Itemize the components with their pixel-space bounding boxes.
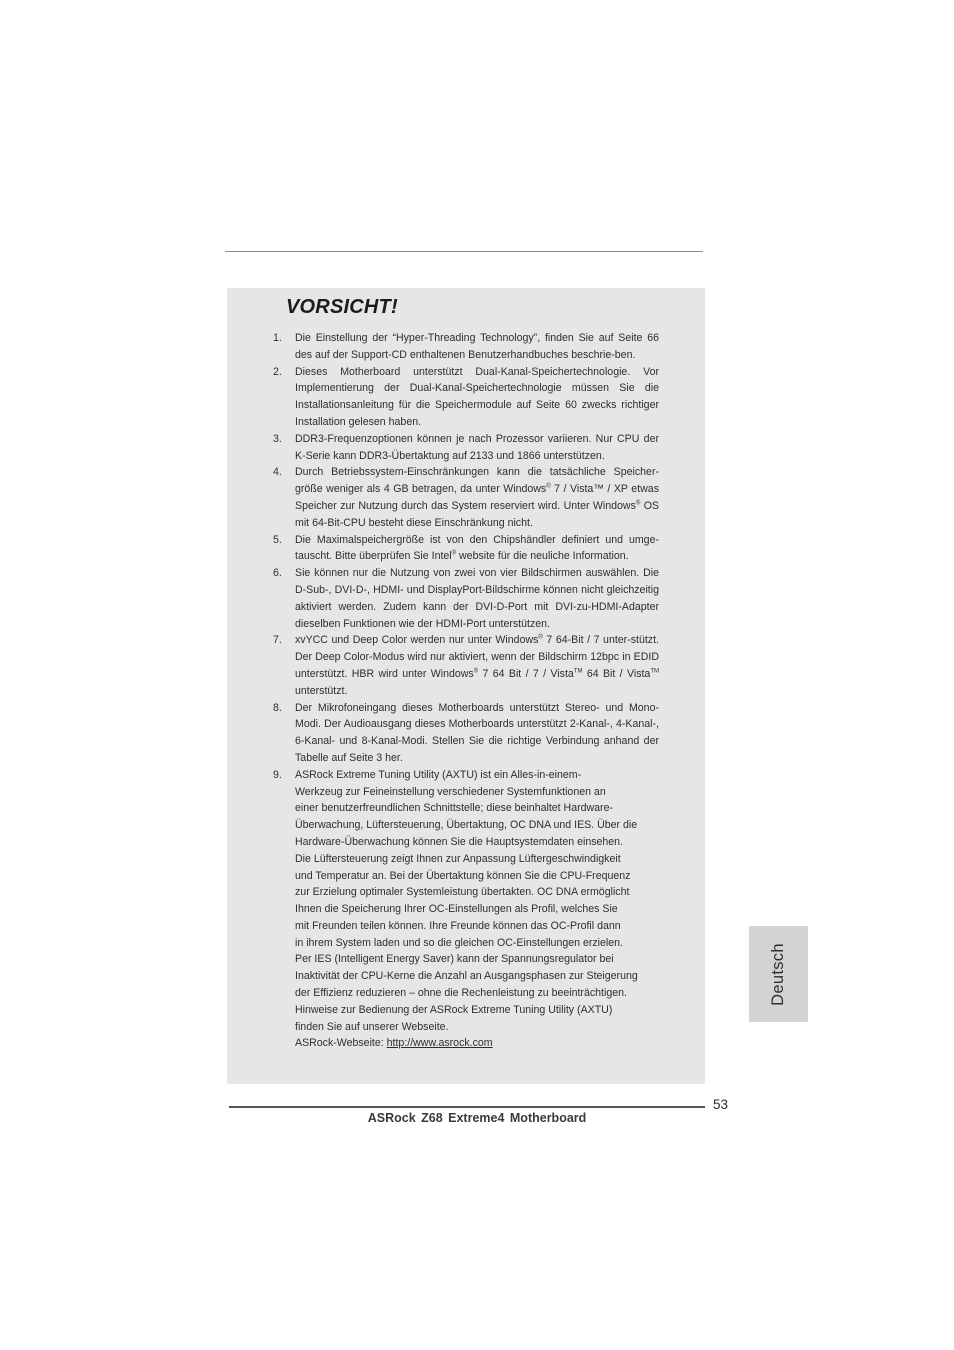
caution-note-8 (267, 700, 659, 767)
note-text-segment: 64 Bit / Vista (582, 667, 651, 680)
website-line (295, 1035, 659, 1052)
note-number: 9. (273, 768, 282, 781)
caution-note-9 (267, 767, 659, 1053)
note-text (295, 767, 659, 1036)
website-label: ASRock-Webseite: (295, 1037, 387, 1050)
note-text-segment: website für die neuliche Information. (456, 550, 629, 563)
superscript-mark: ® (546, 483, 551, 490)
note-text (295, 330, 659, 364)
note-line: der Effizienz reduzieren – ohne die Rechenleistung zu beeinträchtigen. (295, 987, 627, 1000)
note-text-segment: Die Maximalspeichergröße ist von den Chipshändler definiert und umge-tauscht. Bitte überprüfen Sie Intel (295, 533, 659, 563)
note-line: zur Erzielung optimaler Systemleistung übertakten. OC DNA ermöglicht (295, 886, 630, 899)
note-line: Inaktivität der CPU-Kerne die Anzahl an Ausgangsphasen zur Steigerung (295, 970, 638, 983)
caution-note-4 (267, 464, 659, 531)
note-text-segment: Durch Betriebssystem-Einschränkungen kann die tatsächliche Speicher-größe weniger als 4 GB betragen, da unter Windows (295, 466, 659, 496)
note-text (295, 632, 659, 699)
note-line: einer benutzerfreundlichen Schnittstelle; diese beinhaltet Hardware- (295, 802, 613, 815)
note-line: Überwachung, Lüftersteuerung, Übertaktung, OC DNA und IES. Über die (295, 819, 638, 832)
note-line: finden Sie auf unserer Webseite. (295, 1020, 449, 1033)
caution-note-7 (267, 632, 659, 699)
note-line: Werkzeug zur Feineinstellung verschiedener Systemfunktionen an (295, 785, 606, 798)
caution-title: VORSICHT! (286, 296, 398, 318)
note-text (295, 364, 659, 431)
superscript-mark: TM (650, 668, 659, 675)
caution-notes-list (267, 330, 659, 1052)
caution-note-3 (267, 431, 659, 465)
superscript-mark: ® (538, 634, 543, 641)
note-number: 8. (273, 701, 282, 714)
note-text-segment: 7 64-Bit / 7 unter-stützt. Der Deep Color-Modus wird nur aktiviert, wenn der Bildschirm 12bpc in EDID unterstützt. HBR wird unter Windows (295, 634, 659, 680)
note-line: Per IES (Intelligent Energy Saver) kann der Spannungsregulator bei (295, 953, 614, 966)
footer-divider (229, 1106, 705, 1108)
caution-note-1 (267, 330, 659, 364)
website-link[interactable]: http://www.asrock.com (386, 1037, 493, 1050)
note-number: 1. (273, 332, 282, 344)
superscript-mark: ® (473, 668, 479, 675)
note-line: Die Lüftersteuerung zeigt Ihnen zur Anpassung Lüftergeschwindigkeit (295, 852, 621, 865)
note-line: mit Freunden teilen können. Ihre Freunde können das OC-Profil dann (295, 919, 621, 932)
note-number: 5. (273, 533, 282, 546)
note-line: und Temperatur an. Bei der Übertaktung können Sie die CPU-Frequenz (295, 869, 631, 882)
note-number: 2. (273, 365, 282, 378)
page-number: 53 (713, 1097, 729, 1112)
note-number: 4. (273, 466, 282, 479)
note-line: in ihrem System laden und so die gleichen OC-Einstellungen erzielen. (295, 936, 623, 949)
note-text-segment: unterstützt. (295, 684, 348, 697)
note-text-segment: Die Einstellung der “Hyper-Threading Technology”, finden Sie auf Seite 66 des auf der Support-CD enthaltenen Benutzerhandbuches beschrie-ben. (295, 332, 659, 361)
note-number: 7. (273, 634, 282, 647)
note-text-segment: Der Mikrofoneingang dieses Motherboards unterstützt Stereo- und Mono-Modi. Der Audioausgang dieses Motherboards unterstützt 2-Kanal-, 4-Kanal-, 6-Kanal- und 8-Kanal-Modi. Stellen Sie die richtige Verbindung anhand der Tabelle auf Seite 3 her. (295, 701, 659, 764)
footer-caption: ASRock Z68 Extreme4 Motherboard (367, 1111, 587, 1125)
note-text-segment: xvYCC und Deep Color werden nur unter Windows (295, 634, 539, 647)
caution-note-6 (267, 565, 659, 632)
note-text-segment: OS mit 64-Bit-CPU besteht diese Einschränkung nicht. (295, 499, 660, 529)
note-text-segment: 7 64 Bit / 7 / Vista (478, 667, 574, 680)
note-text (295, 431, 659, 465)
language-tab-label: Deutsch (769, 942, 788, 1006)
note-text-segment: DDR3-Frequenzoptionen können je nach Prozessor variieren. Nur CPU der K-Serie kann DDR3-Übertaktung auf 2133 und 1866 unterstützen. (295, 432, 659, 462)
caution-note-2 (267, 364, 659, 431)
note-line: Hardware-Überwachung können Sie die Hauptsystemdaten einsehen. (295, 835, 624, 848)
note-text-segment: Sie können nur die Nutzung von zwei von vier Bildschirmen auswählen. Die D-Sub-, DVI-D-, HDMI- und DisplayPort-Bildschirme können nicht gleichzeitig aktiviert werden. Zudem kann der DVI-D-Port mit DVI-zu-HDMI-Adapter dieselben Funktionen wie der HDMI-Port unterstützen. (295, 567, 659, 630)
superscript-mark: ® (635, 500, 641, 507)
note-number: 3. (273, 432, 282, 445)
superscript-mark: TM (573, 668, 583, 675)
top-divider (225, 251, 703, 252)
note-text (295, 700, 659, 767)
caution-note-5 (267, 532, 659, 566)
note-number: 6. (273, 567, 282, 580)
superscript-mark: ® (451, 550, 457, 557)
note-text-segment: Dieses Motherboard unterstützt Dual-Kanal-Speichertechnologie. Vor Implementierung der Dual-Kanal-Speichertechnologie müssen Sie die Installationsanleitung für die Speichermodule auf Seite 60 zwecks richtiger Installation gelesen haben. (295, 365, 659, 428)
note-text-segment: 7 / Vista™ / XP etwas Speicher zur Nutzung durch das System reserviert wird. Unter Windows (295, 483, 659, 512)
note-text (295, 565, 659, 632)
caution-box (227, 288, 705, 1084)
note-line: Ihnen die Speicherung Ihrer OC-Einstellungen als Profil, welches Sie (295, 903, 618, 916)
note-text (295, 464, 659, 531)
note-line: ASRock Extreme Tuning Utility (AXTU) ist ein Alles-in-einem- (295, 768, 582, 781)
note-text (295, 532, 659, 566)
note-line: Hinweise zur Bedienung der ASRock Extreme Tuning Utility (AXTU) (295, 1003, 613, 1016)
language-tab (749, 926, 808, 1022)
